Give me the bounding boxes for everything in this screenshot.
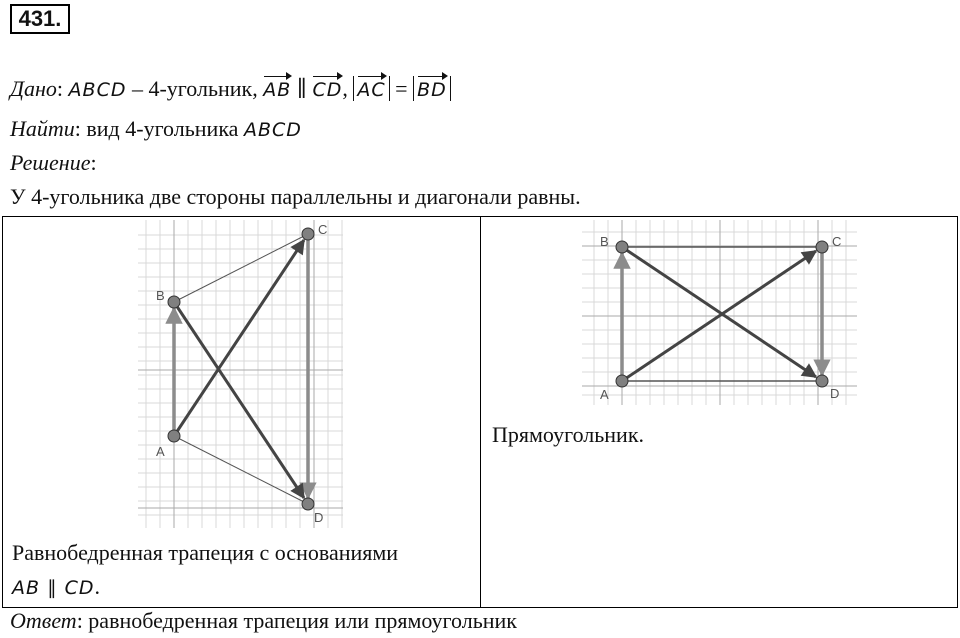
given-colon: :: [56, 76, 64, 101]
solution-label: Решение: [10, 150, 91, 175]
point-b: [168, 296, 180, 308]
answer-text: : равнобедренная трапеция или прямоугольник: [76, 608, 517, 633]
label-a-rect: A: [600, 387, 609, 402]
find-label: Найти: [10, 116, 75, 141]
point-a: [168, 430, 180, 442]
answer-label: Ответ: [10, 608, 77, 633]
equals-sign: =: [389, 76, 414, 101]
trapezoid-grid-major: [138, 220, 343, 528]
label-b: B: [156, 288, 165, 303]
label-c: C: [318, 222, 328, 237]
point-c-rect: [816, 241, 828, 253]
given-quad: ABCD: [68, 79, 127, 101]
rectangle-figure: [582, 220, 862, 410]
label-d: D: [314, 510, 324, 525]
answer-line: [10, 608, 517, 634]
abs-ac: [353, 76, 389, 101]
label-d-rect: D: [830, 386, 840, 401]
case2-caption: Прямоугольник.: [492, 422, 645, 447]
vector-ac: AC: [357, 79, 386, 101]
case1-caption-math: AB ∥ CD: [12, 577, 95, 599]
trapezoid-figure: [138, 220, 348, 530]
given-comma: ,: [342, 76, 354, 101]
parallel-sign: ∥: [291, 76, 313, 101]
side-ad: [174, 436, 308, 504]
vector-ab: AB: [263, 79, 292, 101]
vector-cd: CD: [312, 79, 343, 101]
point-c: [302, 228, 314, 240]
case1-caption-end: .: [94, 574, 101, 599]
trapezoid-grid: [138, 220, 343, 528]
given-line: [10, 76, 451, 102]
statement: У 4-угольника две стороны параллельны и диагонали равны.: [10, 184, 581, 209]
label-a: A: [156, 444, 165, 459]
solution-line: [10, 150, 97, 176]
vector-bd: BD: [417, 79, 447, 101]
problem-number: 431.: [10, 4, 70, 34]
find-quad: ABCD: [243, 119, 302, 141]
point-a-rect: [616, 375, 628, 387]
case1-caption-math-line: [12, 574, 100, 600]
given-dash-text: – 4-угольник,: [126, 76, 264, 101]
find-line: [10, 116, 302, 142]
side-bc: [174, 234, 308, 302]
given-label: Дано: [10, 76, 57, 101]
find-text: : вид 4-угольника: [74, 116, 244, 141]
solution-colon: :: [90, 150, 97, 175]
case1-caption: Равнобедренная трапеция с основаниями: [12, 540, 399, 565]
point-d-rect: [816, 375, 828, 387]
abs-bd: [413, 76, 451, 101]
label-b-rect: B: [600, 234, 609, 249]
table-divider: [480, 216, 481, 608]
point-b-rect: [616, 241, 628, 253]
point-d: [302, 498, 314, 510]
label-c-rect: C: [832, 234, 842, 249]
